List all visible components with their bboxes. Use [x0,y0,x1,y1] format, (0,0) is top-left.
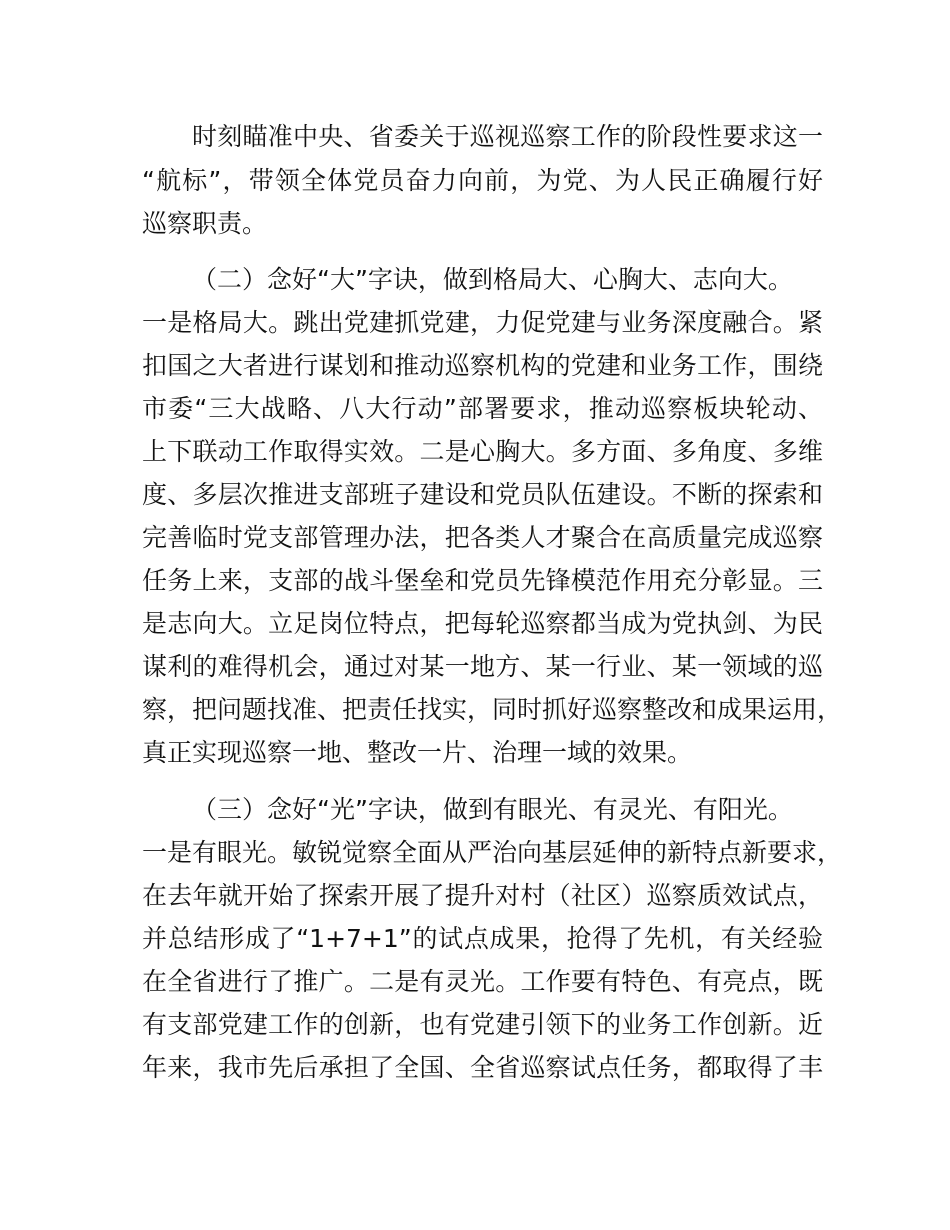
section-heading: （三）念好“光”字诀，做到有眼光、有灵光、有阳光。 [192,795,793,824]
section-heading: （二）念好“大”字诀，做到格局大、心胸大、志向大。 [192,265,793,294]
text-line: 任务上来，支部的战斗堡垒和党员先锋模范作用充分彰显。三 [142,566,823,595]
text-line: “航标”，带领全体党员奋力向前，为党、为人民正确履行好 [142,166,823,195]
text-line: 度、多层次推进支部班子建设和党员队伍建设。不断的探索和 [142,480,823,509]
text-line: 并总结形成了“1+7+1”的试点成果，抢得了先机，有关经验 [142,924,823,953]
text-line: 年来，我市先后承担了全国、全省巡察试点任务，都取得了丰 [142,1053,823,1082]
text-line: 是志向大。立足岗位特点，把每轮巡察都当成为党执剑、为民 [142,609,823,638]
text-line: 时刻瞄准中央、省委关于巡视巡察工作的阶段性要求这一 [192,122,823,151]
text-line: 有支部党建工作的创新，也有党建引领下的业务工作创新。近 [142,1010,823,1039]
text-line: 市委“三大战略、八大行动”部署要求，推动巡察板块轮动、 [142,394,823,423]
text-line: 扣国之大者进行谋划和推动巡察机构的党建和业务工作，围绕 [142,351,823,380]
text-line: 巡察职责。 [142,209,268,238]
text-line: 在全省进行了推广。二是有灵光。工作要有特色、有亮点，既 [142,967,823,996]
text-line: 察，把问题找准、把责任找实，同时抓好巡察整改和成果运用， [142,695,843,724]
text-line: 一是格局大。跳出党建抓党建，力促党建与业务深度融合。紧 [142,308,823,337]
text-line: 谋利的难得机会，通过对某一地方、某一行业、某一领域的巡 [142,652,823,681]
text-line: 一是有眼光。敏锐觉察全面从严治向基层延伸的新特点新要求， [142,838,843,867]
text-line: 真正实现巡察一地、整改一片、治理一域的效果。 [142,738,693,767]
text-line: 在去年就开始了探索开展了提升对村（社区）巡察质效试点， [142,881,823,910]
text-line: 完善临时党支部管理办法，把各类人才聚合在高质量完成巡察 [142,523,823,552]
text-line: 上下联动工作取得实效。二是心胸大。多方面、多角度、多维 [142,437,823,466]
